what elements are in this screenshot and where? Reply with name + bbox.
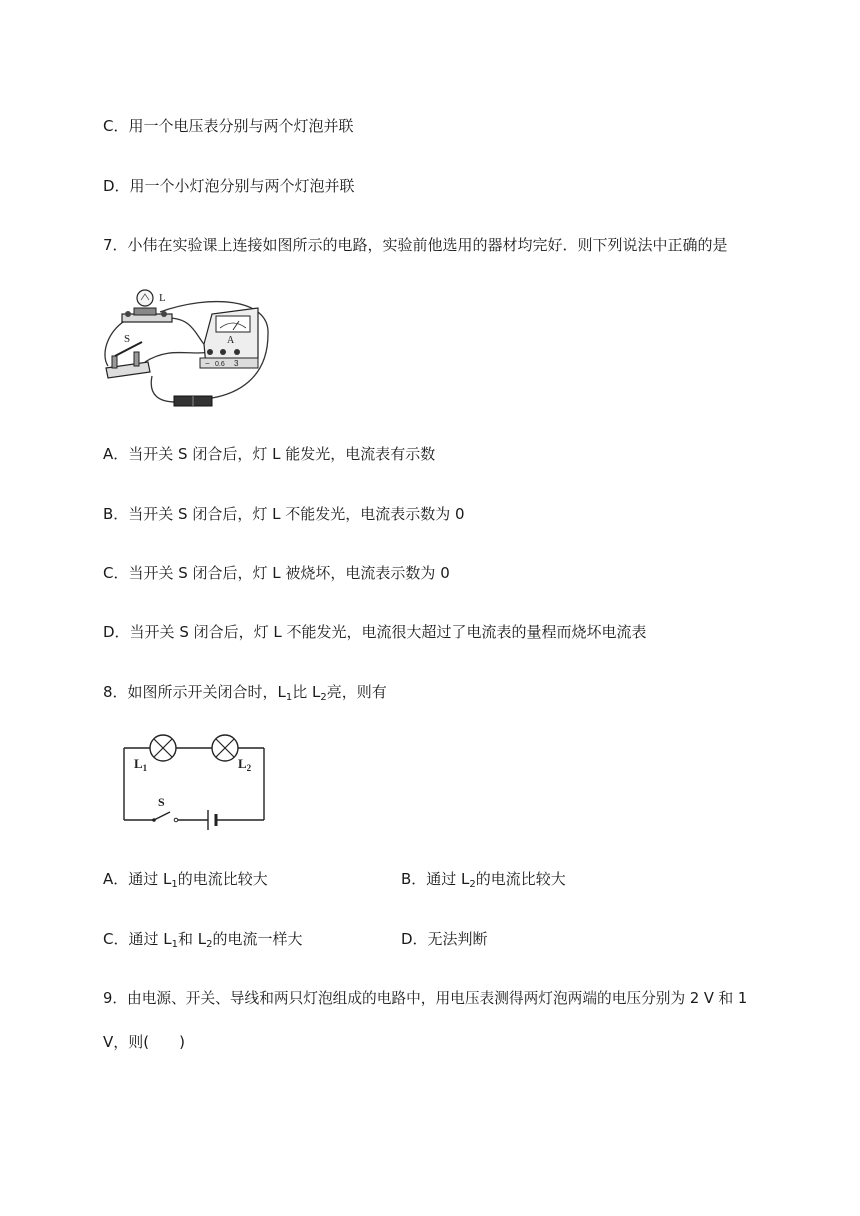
q8-option-b: B．通过 $L_2$的电流比较大 xyxy=(401,870,566,890)
q7-option-b: B．当开关 S 闭合后，灯 L 不能发光，电流表示数为 0 xyxy=(103,505,465,523)
q7-circuit-figure xyxy=(100,284,276,412)
q8-option-a: A．通过 $L_1$的电流比较大 xyxy=(103,870,268,890)
q7-lamp-label: L xyxy=(159,292,166,304)
q6-option-d: D．用一个小灯泡分别与两个灯泡并联 xyxy=(103,177,355,195)
q8-stem: 8．如图所示开关闭合时，$L_1$比 $L_2$亮，则有 xyxy=(103,683,387,703)
q7-option-c: C．当开关 S 闭合后，灯 L 被烧坏，电流表示数为 0 xyxy=(103,564,450,582)
q8-l2-label: $L_2$ xyxy=(238,756,252,773)
q7-switch-label: S xyxy=(124,333,131,345)
q9-stem-line2: V，则( ) xyxy=(103,1033,185,1051)
q7-terminal-mid: 0.6 xyxy=(215,361,225,368)
q7-stem: 7．小伟在实验课上连接如图所示的电路，实验前他选用的器材均完好．则下列说法中正确的是 xyxy=(103,236,728,254)
q8-switch-label: S xyxy=(158,795,165,809)
q7-option-d: D．当开关 S 闭合后，灯 L 不能发光，电流很大超过了电流表的量程而烧坏电流表 xyxy=(103,623,647,641)
q7-terminal-pos: 3 xyxy=(234,359,239,368)
q7-ammeter-label: A xyxy=(227,335,235,346)
q8-option-d: D．无法判断 xyxy=(401,930,488,948)
q8-circuit-figure xyxy=(118,734,274,834)
q7-option-a: A．当开关 S 闭合后，灯 L 能发光，电流表有示数 xyxy=(103,445,436,463)
q6-option-c: C．用一个电压表分别与两个灯泡并联 xyxy=(103,117,354,135)
q9-stem-line1: 9．由电源、开关、导线和两只灯泡组成的电路中，用电压表测得两灯泡两端的电压分别为 2 V 和 1 xyxy=(103,990,748,1007)
q7-terminal-neg: − xyxy=(205,359,210,368)
q8-l1-label: $L_1$ xyxy=(134,756,148,773)
q8-option-c: C．通过 $L_1$和 $L_2$的电流一样大 xyxy=(103,930,303,950)
